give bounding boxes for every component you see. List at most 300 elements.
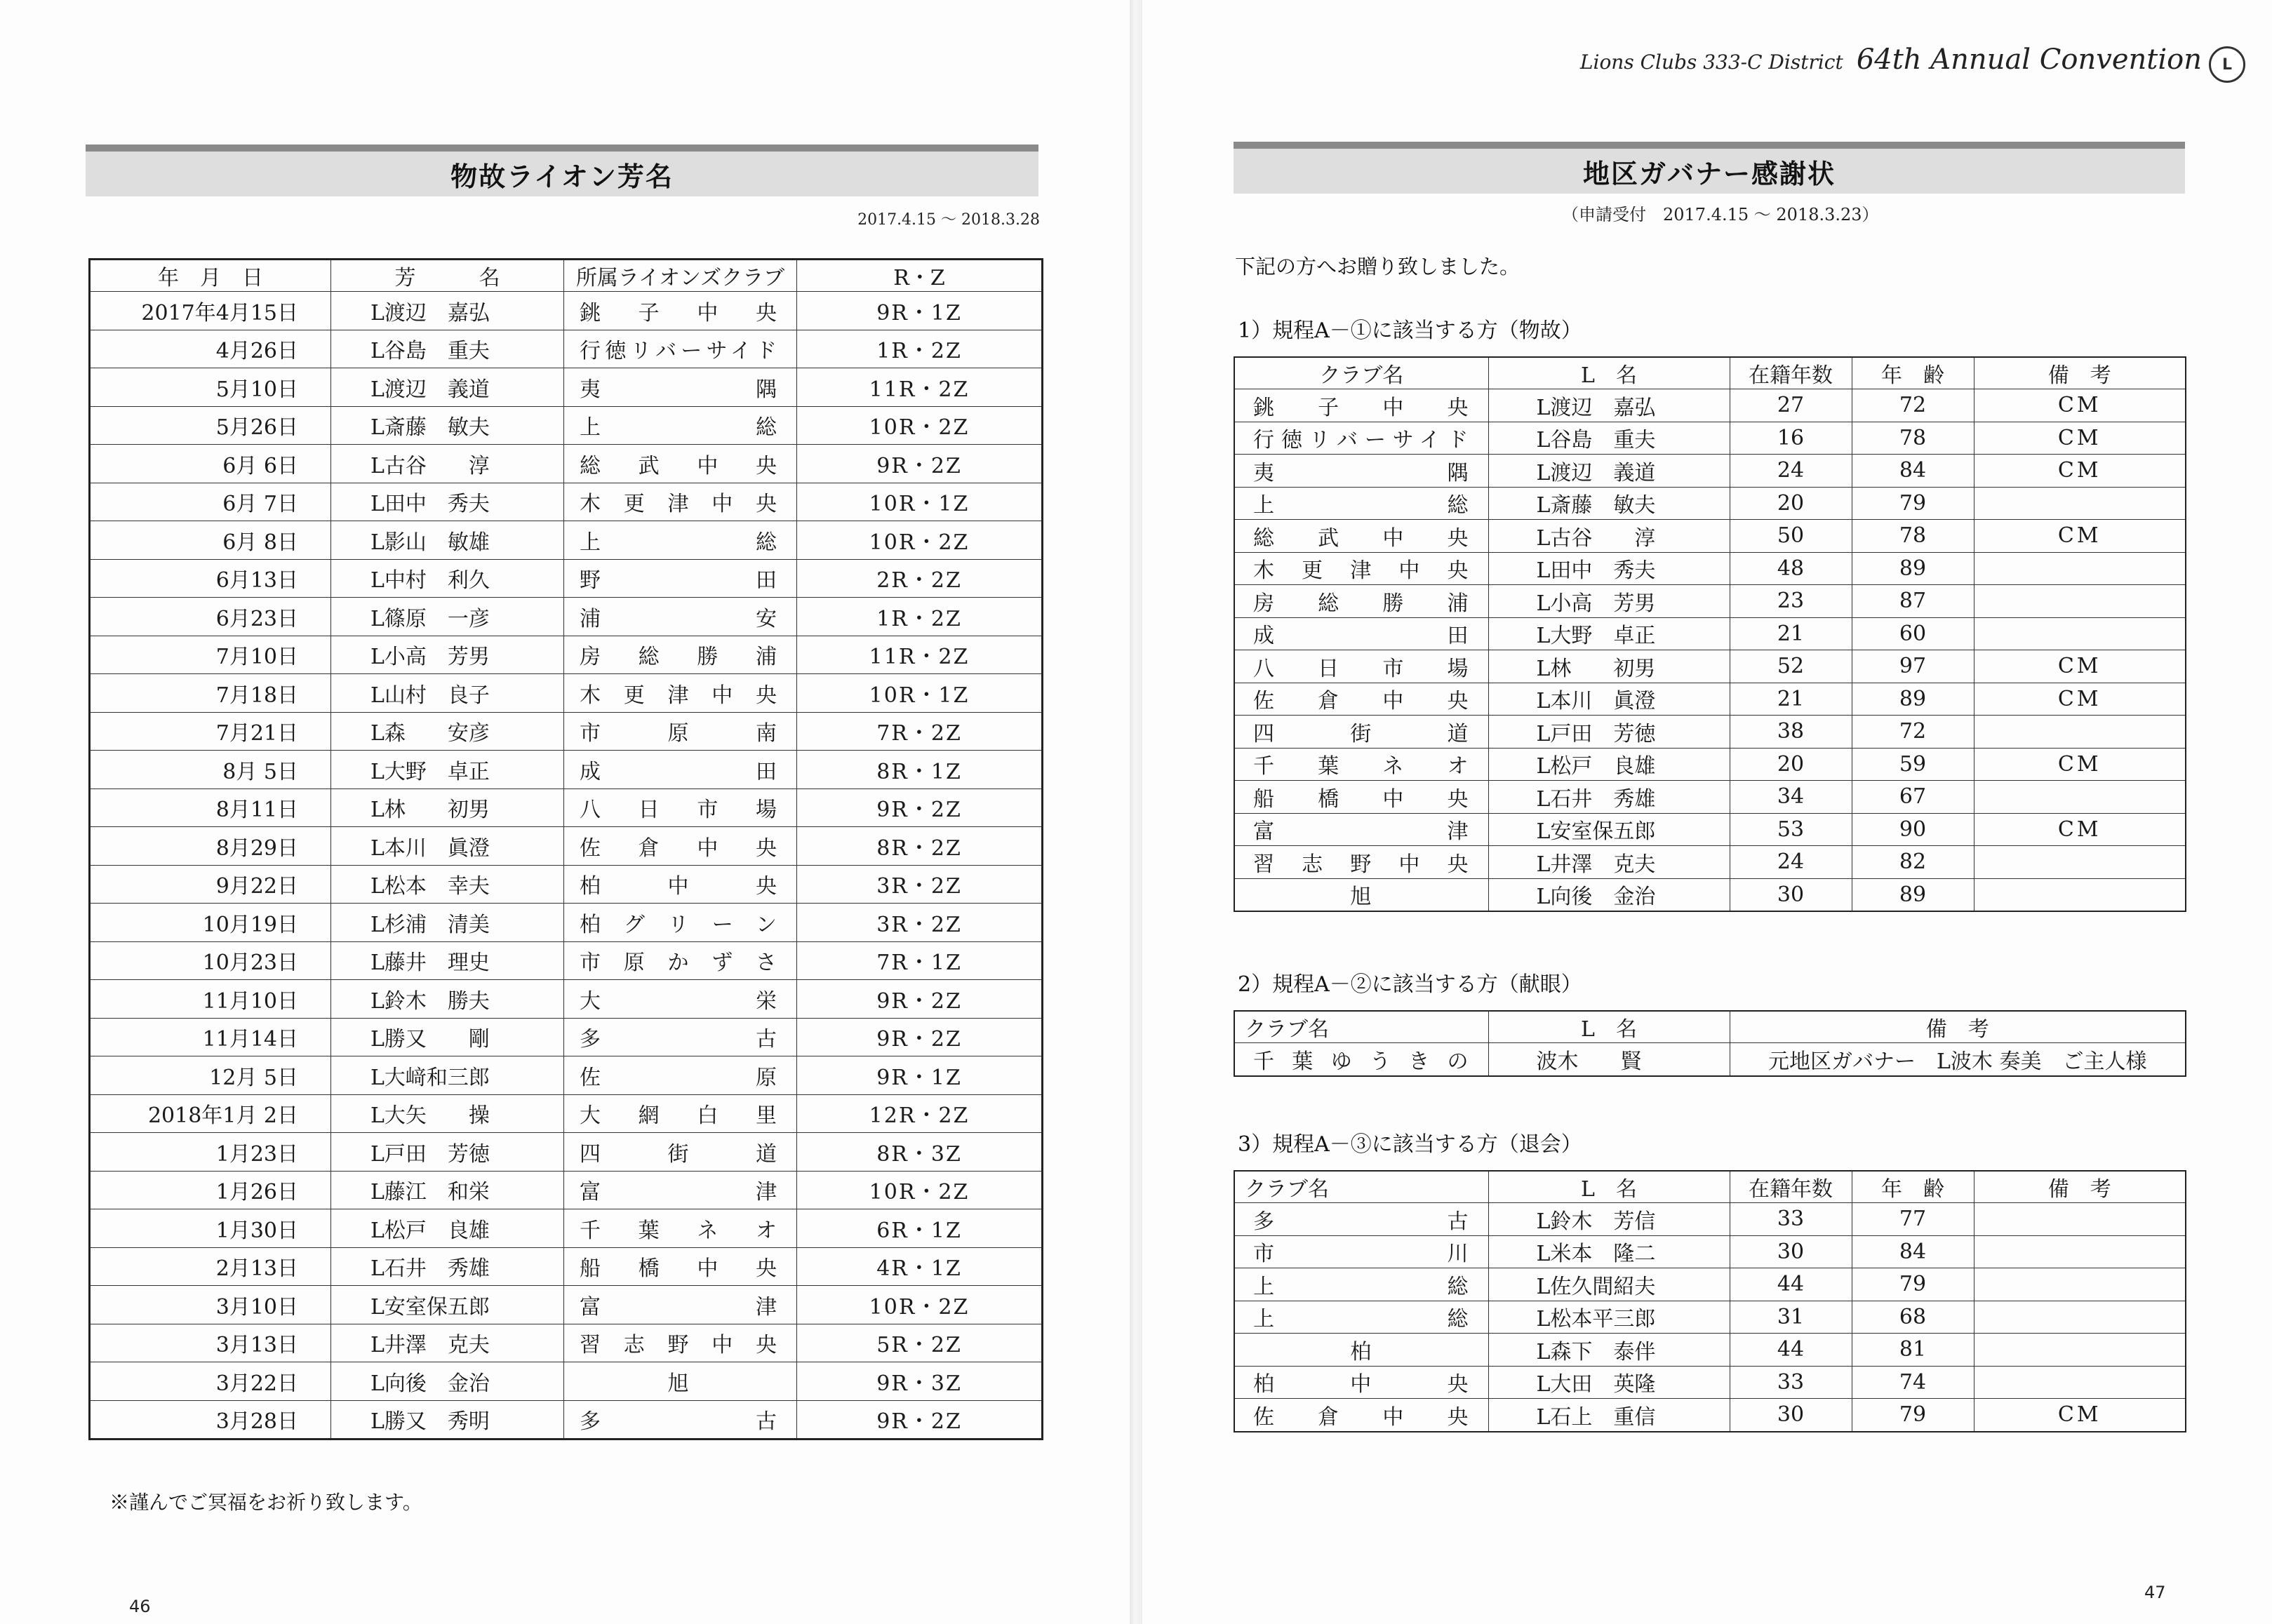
table-row xyxy=(1234,650,2186,683)
club-cell: 行徳リバーサイド xyxy=(1234,422,1488,455)
remark-cell xyxy=(1974,1334,2186,1367)
section3-body xyxy=(1234,1203,2186,1432)
table-row xyxy=(1234,846,2186,879)
years-cell: 30 xyxy=(1730,1399,1852,1432)
table-row xyxy=(90,1286,1043,1324)
remark-cell xyxy=(1974,846,2186,879)
memorial-club-cell: 四街道 xyxy=(564,1133,797,1172)
table-row xyxy=(90,788,1043,827)
section1-heading: 1）規程A－①に該当する方（物故） xyxy=(1238,318,1582,343)
memorial-date-cell: 3月10日 xyxy=(90,1286,331,1324)
remark-cell: CM xyxy=(1974,1399,2186,1432)
club-cell: 四街道 xyxy=(1234,716,1488,749)
memorial-club-cell: 成田 xyxy=(564,751,797,789)
condolence-note: ※謹んでご冥福をお祈り致します。 xyxy=(109,1491,422,1514)
award-title-bar xyxy=(1234,142,2185,194)
memorial-rz-cell: 1R・2Z xyxy=(797,330,1043,368)
lion-name-cell: L大田 英隆 xyxy=(1488,1366,1730,1399)
remark-cell xyxy=(1974,552,2186,585)
header-date: 年 月 日 xyxy=(90,260,331,292)
remark-cell: CM xyxy=(1974,455,2186,488)
table-row xyxy=(1234,487,2186,520)
page-number-left: 46 xyxy=(129,1597,151,1616)
s3-header-club: クラブ名 xyxy=(1234,1171,1488,1203)
running-header xyxy=(1580,43,2202,76)
age-cell: 72 xyxy=(1852,389,1974,422)
lion-name-cell: L鈴木 芳信 xyxy=(1488,1203,1730,1236)
memorial-name-cell: L戸田 芳徳 xyxy=(331,1133,564,1172)
club-cell: 柏 xyxy=(1234,1334,1488,1367)
years-cell: 31 xyxy=(1730,1301,1852,1334)
memorial-club-cell: 房総勝浦 xyxy=(564,636,797,674)
memorial-club-cell: 佐倉中央 xyxy=(564,827,797,866)
s1-header-club: クラブ名 xyxy=(1234,357,1488,389)
club-cell: 夷隅 xyxy=(1234,455,1488,488)
memorial-rz-cell: 9R・1Z xyxy=(797,1056,1043,1095)
memorial-club-cell: 多古 xyxy=(564,1400,797,1440)
table-row xyxy=(90,980,1043,1019)
memorial-date-cell: 8月 5日 xyxy=(90,751,331,789)
s3-header-name: L 名 xyxy=(1488,1171,1730,1203)
table-row xyxy=(90,1171,1043,1209)
memorial-name-cell: L古谷 淳 xyxy=(331,445,564,483)
memorial-club-cell: 千葉ネオ xyxy=(564,1209,797,1248)
memorial-rz-cell: 9R・2Z xyxy=(797,788,1043,827)
memorial-date-cell: 1月26日 xyxy=(90,1171,331,1209)
memorial-name-cell: L渡辺 嘉弘 xyxy=(331,292,564,330)
memorial-club-cell: 旭 xyxy=(564,1362,797,1401)
lion-name-cell: L古谷 淳 xyxy=(1488,520,1730,553)
remark-cell xyxy=(1974,1268,2186,1301)
s1-header-remark: 備 考 xyxy=(1974,357,2186,389)
lion-name-cell: L松戸 良雄 xyxy=(1488,748,1730,781)
table-row xyxy=(90,904,1043,942)
memorial-name-cell: L森 安彦 xyxy=(331,712,564,751)
section3-table xyxy=(1234,1170,2186,1432)
lion-name-cell: L斎藤 敏夫 xyxy=(1488,487,1730,520)
memorial-rz-cell: 9R・2Z xyxy=(797,980,1043,1019)
table-row xyxy=(90,1094,1043,1133)
memorial-rz-cell: 8R・2Z xyxy=(797,827,1043,866)
table-row xyxy=(90,483,1043,521)
age-cell: 84 xyxy=(1852,455,1974,488)
years-cell: 38 xyxy=(1730,716,1852,749)
remark-cell xyxy=(1974,716,2186,749)
years-cell: 44 xyxy=(1730,1334,1852,1367)
memorial-club-cell: 船橋中央 xyxy=(564,1247,797,1286)
lion-name-cell: L佐久間紹夫 xyxy=(1488,1268,1730,1301)
book-gutter xyxy=(1130,0,1142,1624)
years-cell: 20 xyxy=(1730,487,1852,520)
lion-name-cell: L渡辺 義道 xyxy=(1488,455,1730,488)
memorial-date-cell: 6月23日 xyxy=(90,598,331,636)
memorial-date-cell: 6月13日 xyxy=(90,559,331,598)
table-row xyxy=(90,1018,1043,1056)
lion-name-cell: L石井 秀雄 xyxy=(1488,781,1730,814)
s3-header-age: 年 齢 xyxy=(1852,1171,1974,1203)
memorial-name-cell: L田中 秀夫 xyxy=(331,483,564,521)
table-row xyxy=(1234,455,2186,488)
age-cell: 79 xyxy=(1852,1268,1974,1301)
years-cell: 53 xyxy=(1730,813,1852,846)
remark-cell: CM xyxy=(1974,748,2186,781)
table-row xyxy=(1234,552,2186,585)
memorial-date-cell: 4月26日 xyxy=(90,330,331,368)
table-row xyxy=(1234,813,2186,846)
header-event: 64th Annual Convention xyxy=(1856,43,2202,76)
lion-name-cell: L林 初男 xyxy=(1488,650,1730,683)
memorial-rz-cell: 1R・2Z xyxy=(797,598,1043,636)
remark-cell xyxy=(1974,617,2186,650)
section2-body xyxy=(1234,1043,2186,1076)
memorial-table xyxy=(88,258,1043,1440)
memorial-date-cell: 12月 5日 xyxy=(90,1056,331,1095)
memorial-rz-cell: 7R・1Z xyxy=(797,941,1043,980)
table-row xyxy=(1234,1366,2186,1399)
table-row xyxy=(1234,617,2186,650)
memorial-club-cell: 木更津中央 xyxy=(564,674,797,713)
remark-cell xyxy=(1974,1203,2186,1236)
table-row xyxy=(90,292,1043,330)
remark-cell: CM xyxy=(1974,813,2186,846)
memorial-club-cell: 市原かずさ xyxy=(564,941,797,980)
memorial-name-cell: L本川 眞澄 xyxy=(331,827,564,866)
lion-name-cell: 波木 賢 xyxy=(1488,1043,1730,1076)
s1-header-age: 年 齢 xyxy=(1852,357,1974,389)
remark-cell: 元地区ガバナー L波木 奏美 ご主人様 xyxy=(1730,1043,2186,1076)
years-cell: 24 xyxy=(1730,455,1852,488)
memorial-date-cell: 3月13日 xyxy=(90,1324,331,1362)
memorial-date-cell: 3月22日 xyxy=(90,1362,331,1401)
logo-letter: L xyxy=(2221,55,2233,74)
years-cell: 48 xyxy=(1730,552,1852,585)
memorial-club-cell: 野田 xyxy=(564,559,797,598)
memorial-club-cell: 銚子中央 xyxy=(564,292,797,330)
memorial-date-cell: 6月 8日 xyxy=(90,521,331,560)
lion-name-cell: L井澤 克夫 xyxy=(1488,846,1730,879)
table-row xyxy=(90,1247,1043,1286)
table-row xyxy=(90,827,1043,866)
table-row xyxy=(1234,1301,2186,1334)
s2-header-name: L 名 xyxy=(1488,1011,1730,1043)
header-name: 芳 名 xyxy=(331,260,564,292)
club-cell: 千葉ゆうきの xyxy=(1234,1043,1488,1076)
age-cell: 67 xyxy=(1852,781,1974,814)
table-row xyxy=(90,1362,1043,1401)
lion-name-cell: L石上 重信 xyxy=(1488,1399,1730,1432)
memorial-rz-cell: 8R・3Z xyxy=(797,1133,1043,1172)
age-cell: 89 xyxy=(1852,552,1974,585)
table-row xyxy=(90,445,1043,483)
memorial-club-cell: 多古 xyxy=(564,1018,797,1056)
memorial-date-cell: 5月26日 xyxy=(90,406,331,445)
memorial-date-cell: 1月30日 xyxy=(90,1209,331,1248)
years-cell: 52 xyxy=(1730,650,1852,683)
memorial-name-cell: L小高 芳男 xyxy=(331,636,564,674)
memorial-rz-cell: 3R・2Z xyxy=(797,904,1043,942)
remark-cell xyxy=(1974,487,2186,520)
memorial-name-cell: L井澤 克夫 xyxy=(331,1324,564,1362)
memorial-rz-cell: 10R・2Z xyxy=(797,1286,1043,1324)
lion-name-cell: L戸田 芳徳 xyxy=(1488,716,1730,749)
remark-cell: CM xyxy=(1974,422,2186,455)
memorial-club-cell: 富津 xyxy=(564,1286,797,1324)
age-cell: 59 xyxy=(1852,748,1974,781)
club-cell: 柏中央 xyxy=(1234,1366,1488,1399)
memorial-club-cell: 上総 xyxy=(564,406,797,445)
memorial-club-cell: 木更津中央 xyxy=(564,483,797,521)
table-row xyxy=(90,941,1043,980)
memorial-date-cell: 2月13日 xyxy=(90,1247,331,1286)
age-cell: 78 xyxy=(1852,520,1974,553)
memorial-name-cell: L杉浦 清美 xyxy=(331,904,564,942)
remark-cell xyxy=(1974,781,2186,814)
table-row xyxy=(1234,1334,2186,1367)
memorial-rz-cell: 10R・1Z xyxy=(797,674,1043,713)
table-row xyxy=(90,1133,1043,1172)
left-page xyxy=(0,0,1130,1624)
age-cell: 78 xyxy=(1852,422,1974,455)
years-cell: 44 xyxy=(1730,1268,1852,1301)
age-cell: 79 xyxy=(1852,487,1974,520)
remark-cell: CM xyxy=(1974,520,2186,553)
memorial-date-cell: 5月10日 xyxy=(90,368,331,407)
award-title: 地区ガバナー感謝状 xyxy=(1582,158,1836,189)
page-number-right: 47 xyxy=(2144,1583,2166,1602)
memorial-rz-cell: 10R・1Z xyxy=(797,483,1043,521)
memorial-name-cell: L大野 卓正 xyxy=(331,751,564,789)
memorial-date-cell: 8月29日 xyxy=(90,827,331,866)
memorial-rz-cell: 10R・2Z xyxy=(797,1171,1043,1209)
memorial-date-cell: 11月10日 xyxy=(90,980,331,1019)
s2-header-remark: 備 考 xyxy=(1730,1011,2186,1043)
remark-cell: CM xyxy=(1974,650,2186,683)
memorial-body xyxy=(90,292,1043,1440)
years-cell: 33 xyxy=(1730,1366,1852,1399)
table-row xyxy=(1234,422,2186,455)
lion-name-cell: L米本 隆二 xyxy=(1488,1235,1730,1268)
memorial-rz-cell: 9R・2Z xyxy=(797,1400,1043,1440)
lion-name-cell: L小高 芳男 xyxy=(1488,585,1730,618)
club-cell: 上総 xyxy=(1234,487,1488,520)
years-cell: 21 xyxy=(1730,683,1852,716)
club-cell: 成田 xyxy=(1234,617,1488,650)
section2-header-row xyxy=(1234,1011,2186,1043)
memorial-name-cell: L谷島 重夫 xyxy=(331,330,564,368)
memorial-name-cell: L斎藤 敏夫 xyxy=(331,406,564,445)
lion-name-cell: L森下 泰伴 xyxy=(1488,1334,1730,1367)
memorial-title-bar xyxy=(86,145,1038,196)
lion-name-cell: L田中 秀夫 xyxy=(1488,552,1730,585)
memorial-name-cell: L鈴木 勝夫 xyxy=(331,980,564,1019)
lion-name-cell: L本川 眞澄 xyxy=(1488,683,1730,716)
memorial-club-cell: 上総 xyxy=(564,521,797,560)
header-rz: R・Z xyxy=(797,260,1043,292)
award-period: （申請受付 2017.4.15 ～ 2018.3.23） xyxy=(1562,205,1879,224)
memorial-name-cell: L林 初男 xyxy=(331,788,564,827)
memorial-name-cell: L勝又 秀明 xyxy=(331,1400,564,1440)
years-cell: 30 xyxy=(1730,1235,1852,1268)
memorial-name-cell: L大﨑和三郎 xyxy=(331,1056,564,1095)
memorial-club-cell: 富津 xyxy=(564,1171,797,1209)
memorial-date-cell: 2018年1月 2日 xyxy=(90,1094,331,1133)
club-cell: 習志野中央 xyxy=(1234,846,1488,879)
table-row xyxy=(90,406,1043,445)
table-row xyxy=(90,1209,1043,1248)
memorial-rz-cell: 9R・2Z xyxy=(797,445,1043,483)
memorial-club-cell: 大網白里 xyxy=(564,1094,797,1133)
section3-heading: 3）規程A－③に該当する方（退会） xyxy=(1238,1132,1582,1157)
age-cell: 81 xyxy=(1852,1334,1974,1367)
years-cell: 30 xyxy=(1730,878,1852,911)
table-row xyxy=(1234,1268,2186,1301)
club-cell: 上総 xyxy=(1234,1301,1488,1334)
section2-heading: 2）規程A－②に該当する方（献眼） xyxy=(1238,972,1582,997)
memorial-name-cell: L安室保五郎 xyxy=(331,1286,564,1324)
section1-header-row xyxy=(1234,357,2186,389)
section3-header-row xyxy=(1234,1171,2186,1203)
memorial-name-cell: L山村 良子 xyxy=(331,674,564,713)
memorial-title: 物故ライオン芳名 xyxy=(450,161,674,192)
memorial-club-cell: 佐原 xyxy=(564,1056,797,1095)
lions-logo-icon xyxy=(2209,46,2245,83)
age-cell: 82 xyxy=(1852,846,1974,879)
club-cell: 佐倉中央 xyxy=(1234,683,1488,716)
memorial-rz-cell: 11R・2Z xyxy=(797,368,1043,407)
memorial-name-cell: L大矢 操 xyxy=(331,1094,564,1133)
lion-name-cell: L安室保五郎 xyxy=(1488,813,1730,846)
memorial-rz-cell: 10R・2Z xyxy=(797,521,1043,560)
age-cell: 77 xyxy=(1852,1203,1974,1236)
age-cell: 90 xyxy=(1852,813,1974,846)
memorial-date-cell: 6月 6日 xyxy=(90,445,331,483)
table-row xyxy=(1234,585,2186,618)
club-cell: 千葉ネオ xyxy=(1234,748,1488,781)
memorial-date-cell: 2017年4月15日 xyxy=(90,292,331,330)
memorial-club-cell: 浦安 xyxy=(564,598,797,636)
years-cell: 16 xyxy=(1730,422,1852,455)
memorial-rz-cell: 4R・1Z xyxy=(797,1247,1043,1286)
club-cell: 多古 xyxy=(1234,1203,1488,1236)
memorial-header-row xyxy=(90,260,1043,292)
age-cell: 87 xyxy=(1852,585,1974,618)
remark-cell xyxy=(1974,878,2186,911)
remark-cell xyxy=(1974,1366,2186,1399)
table-row xyxy=(90,559,1043,598)
memorial-date-cell: 6月 7日 xyxy=(90,483,331,521)
years-cell: 27 xyxy=(1730,389,1852,422)
lion-name-cell: L渡辺 嘉弘 xyxy=(1488,389,1730,422)
memorial-club-cell: 柏グリーン xyxy=(564,904,797,942)
section1-body xyxy=(1234,389,2186,912)
table-row xyxy=(1234,389,2186,422)
age-cell: 74 xyxy=(1852,1366,1974,1399)
memorial-date-cell: 1月23日 xyxy=(90,1133,331,1172)
table-row xyxy=(90,521,1043,560)
club-cell: 総武中央 xyxy=(1234,520,1488,553)
remark-cell: CM xyxy=(1974,389,2186,422)
remark-cell xyxy=(1974,1301,2186,1334)
club-cell: 銚子中央 xyxy=(1234,389,1488,422)
memorial-date-cell: 10月19日 xyxy=(90,904,331,942)
club-cell: 木更津中央 xyxy=(1234,552,1488,585)
table-row xyxy=(90,636,1043,674)
memorial-rz-cell: 12R・2Z xyxy=(797,1094,1043,1133)
memorial-name-cell: L篠原 一彦 xyxy=(331,598,564,636)
age-cell: 84 xyxy=(1852,1235,1974,1268)
memorial-rz-cell: 2R・2Z xyxy=(797,559,1043,598)
memorial-date-cell: 10月23日 xyxy=(90,941,331,980)
memorial-date-cell: 11月14日 xyxy=(90,1018,331,1056)
club-cell: 八日市場 xyxy=(1234,650,1488,683)
years-cell: 33 xyxy=(1730,1203,1852,1236)
table-row xyxy=(1234,1235,2186,1268)
memorial-club-cell: 総武中央 xyxy=(564,445,797,483)
memorial-club-cell: 習志野中央 xyxy=(564,1324,797,1362)
memorial-rz-cell: 8R・1Z xyxy=(797,751,1043,789)
lion-name-cell: L谷島 重夫 xyxy=(1488,422,1730,455)
years-cell: 50 xyxy=(1730,520,1852,553)
memorial-club-cell: 市原南 xyxy=(564,712,797,751)
memorial-name-cell: L中村 利久 xyxy=(331,559,564,598)
table-row xyxy=(1234,1203,2186,1236)
table-row xyxy=(1234,748,2186,781)
table-row xyxy=(1234,878,2186,911)
years-cell: 23 xyxy=(1730,585,1852,618)
table-row xyxy=(1234,1399,2186,1432)
s3-header-years: 在籍年数 xyxy=(1730,1171,1852,1203)
age-cell: 79 xyxy=(1852,1399,1974,1432)
memorial-date-cell: 8月11日 xyxy=(90,788,331,827)
table-row xyxy=(90,598,1043,636)
memorial-rz-cell: 6R・1Z xyxy=(797,1209,1043,1248)
memorial-name-cell: L渡辺 義道 xyxy=(331,368,564,407)
memorial-period: 2017.4.15 ～ 2018.3.28 xyxy=(857,211,1040,229)
years-cell: 24 xyxy=(1730,846,1852,879)
memorial-name-cell: L石井 秀雄 xyxy=(331,1247,564,1286)
memorial-date-cell: 9月22日 xyxy=(90,865,331,904)
table-row xyxy=(90,712,1043,751)
memorial-club-cell: 八日市場 xyxy=(564,788,797,827)
memorial-club-cell: 大栄 xyxy=(564,980,797,1019)
memorial-rz-cell: 3R・2Z xyxy=(797,865,1043,904)
table-row xyxy=(1234,1043,2186,1076)
memorial-date-cell: 7月18日 xyxy=(90,674,331,713)
table-row xyxy=(90,1324,1043,1362)
table-row xyxy=(90,674,1043,713)
memorial-club-cell: 行徳リバーサイド xyxy=(564,330,797,368)
memorial-date-cell: 7月10日 xyxy=(90,636,331,674)
memorial-rz-cell: 9R・1Z xyxy=(797,292,1043,330)
table-row xyxy=(90,1056,1043,1095)
s2-header-club: クラブ名 xyxy=(1234,1011,1488,1043)
years-cell: 20 xyxy=(1730,748,1852,781)
memorial-rz-cell: 9R・2Z xyxy=(797,1018,1043,1056)
years-cell: 34 xyxy=(1730,781,1852,814)
club-cell: 房総勝浦 xyxy=(1234,585,1488,618)
table-row xyxy=(1234,683,2186,716)
memorial-date-cell: 7月21日 xyxy=(90,712,331,751)
memorial-name-cell: L松戸 良雄 xyxy=(331,1209,564,1248)
table-row xyxy=(90,1400,1043,1440)
memorial-name-cell: L勝又 剛 xyxy=(331,1018,564,1056)
memorial-rz-cell: 5R・2Z xyxy=(797,1324,1043,1362)
header-org: Lions Clubs 333-C District xyxy=(1579,51,1843,74)
s1-header-years: 在籍年数 xyxy=(1730,357,1852,389)
table-row xyxy=(1234,520,2186,553)
s1-header-name: L 名 xyxy=(1488,357,1730,389)
memorial-date-cell: 3月28日 xyxy=(90,1400,331,1440)
